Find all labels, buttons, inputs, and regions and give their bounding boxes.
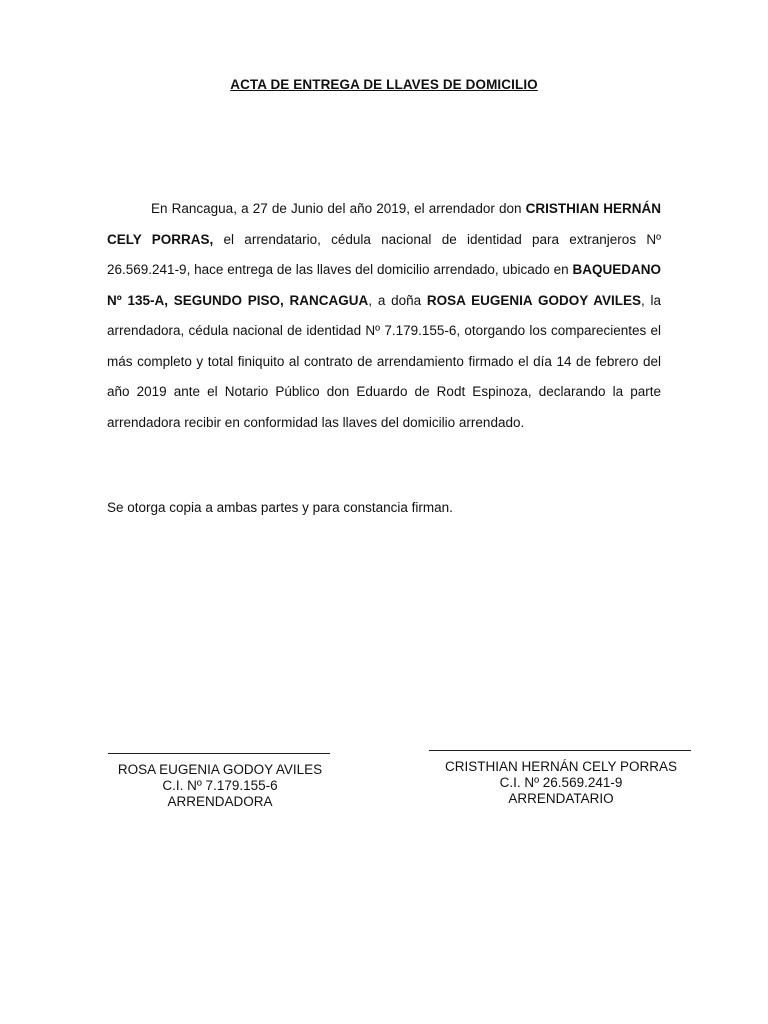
signer-name: CRISTHIAN HERNÁN CELY PORRAS (444, 759, 678, 774)
main-paragraph (107, 194, 661, 438)
signer-name: ROSA EUGENIA GODOY AVILES (117, 762, 323, 777)
lessor-name-bold: CRISTHIAN HERNÁN CELY PORRAS, (107, 201, 662, 247)
paragraph-text: , a doña (368, 292, 427, 308)
paragraph-text: , la arrendadora, cédula nacional de identidad Nº 7.179.155-6, otorgando los comparecientes el más completo y total finiquito al contrato de arrendamiento firmado el día 14 de febrero del año 2019 ante el Notario Público don Eduardo de Rodt Espinoza, declarando la parte arrendadora recibir en conformidad las llaves del domicilio arrendado. (107, 292, 662, 430)
signature-line (108, 753, 330, 754)
signer-role: ARRENDATARIO (508, 791, 614, 806)
signer-role: ARRENDADORA (167, 794, 273, 809)
document-title: ACTA DE ENTREGA DE LLAVES DE DOMICILIO (230, 77, 538, 92)
closing-paragraph: Se otorga copia a ambas partes y para constancia firman. (107, 500, 453, 515)
tenant-name-bold: ROSA EUGENIA GODOY AVILES (426, 292, 641, 308)
paragraph-text: En Rancagua, a 27 de Junio del año 2019, el arrendador don (151, 201, 526, 216)
signer-id: C.I. Nº 7.179.155-6 (162, 778, 278, 793)
signer-id: C.I. Nº 26.569.241-9 (499, 775, 623, 790)
address-bold: BAQUEDANO Nº 135-A, SEGUNDO PISO, RANCAGUA (107, 262, 661, 308)
signature-block-right (425, 750, 697, 807)
signature-block-left (100, 753, 340, 810)
paragraph-text: el arrendatario, cédula nacional de identidad para extranjeros Nº 26.569.241-9, hace entrega de las llaves del domicilio arrendado, ubicado en (107, 231, 661, 277)
signature-line (429, 750, 691, 751)
